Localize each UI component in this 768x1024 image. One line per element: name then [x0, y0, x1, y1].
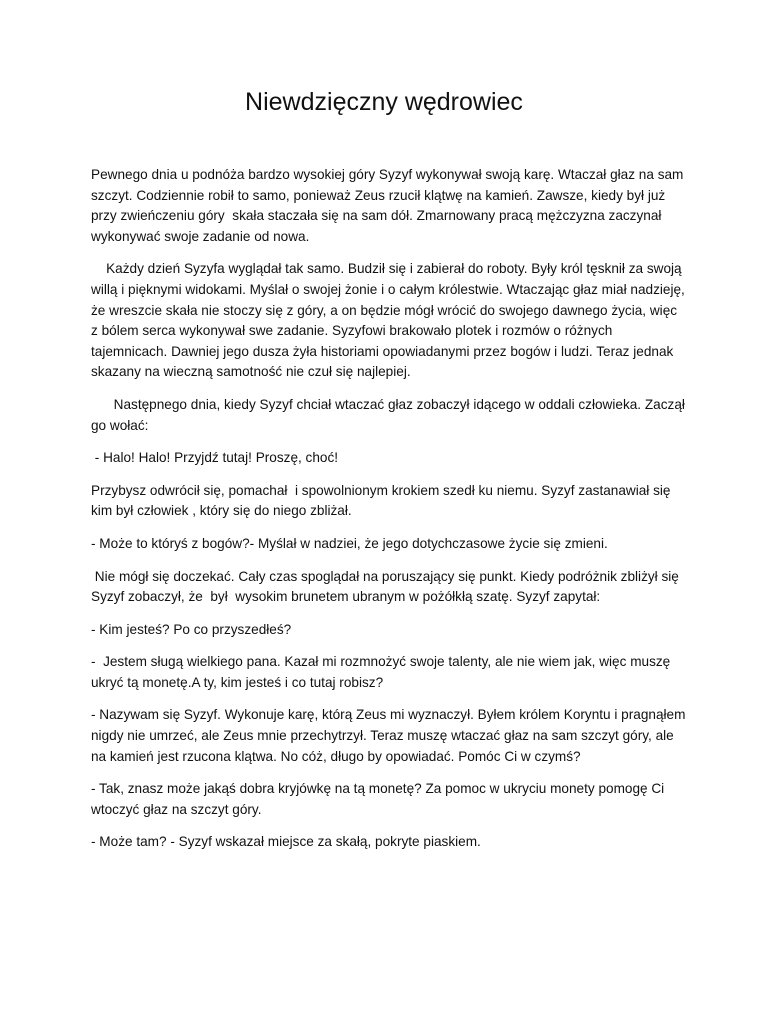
paragraph: - Halo! Halo! Przyjdź tutaj! Proszę, choć! [91, 450, 339, 466]
paragraph: Każdy dzień Syzyfa wyglądał tak samo. Budził się i zabierał do roboty. Były król tęsknił za swoją willą i pięknymi widokami. Myślał o swojej żonie i o całym królestwie. Wtaczając głaz miał nadzieję, że wreszcie skała nie stoczy się z góry, a on będzie mógł wrócić do swojego dawnego życia, więc z bólem serca wykonywał swe zadanie. Syzyfowi brakowało plotek i rozmów o różnych tajemnicach. Dawniej jego dusza żyła historiami opowiadanymi przez bogów i ludzi. Teraz jednak skazany na wieczną samotność nie czuł się najlepiej. [91, 261, 689, 380]
paragraph: - Może tam? - Syzyf wskazał miejsce za skałą, pokryte piaskiem. [91, 834, 481, 850]
paragraph: - Tak, znasz może jakąś dobra kryjówkę na tą monetę? Za pomoc w ukryciu monety pomogę Ci wtoczyć głaz na szczyt góry. [91, 781, 668, 817]
paragraph: Przybysz odwrócił się, pomachał i spowolnionym krokiem szedł ku niemu. Syzyf zastanawiał się kim był człowiek , który się do niego zbliżał. [91, 482, 675, 519]
paragraph: - Kim jesteś? Po co przyszedłeś? [91, 621, 292, 637]
paragraph: - Nazywam się Syzyf. Wykonuje karę, którą Zeus mi wyznaczył. Byłem królem Koryntu i pragnąłem nigdy nie umrzeć, ale Zeus mnie przechytrzył. Teraz muszę wtaczać głaz na sam szczyt góry, ale na kamień jest rzucona klątwa. No cóż, długo by opowiadać. Pomóc Ci w czymś? [91, 707, 690, 764]
document-title: Niewdzięczny wędrowiec [245, 88, 523, 116]
paragraph: Pewnego dnia u podnóża bardzo wysokiej góry Syzyf wykonywał swoją karę. Wtaczał głaz na sam szczyt. Codziennie robił to samo, ponieważ Zeus rzucił klątwę na kamień. Zawsze, kiedy był już przy zwieńczeniu góry skała staczała się na sam dół. Zmarnowany pracą mężczyzna zaczynał wykonywać swoje zadanie od nowa. [91, 167, 688, 244]
document-body [91, 165, 690, 865]
paragraph: - Jestem sługą wielkiego pana. Kazał mi rozmnożyć swoje talenty, ale nie wiem jak, więc muszę ukryć tą monetę.A ty, kim jesteś i co tutaj robisz? [91, 654, 675, 690]
paragraph: Nie mógł się doczekać. Cały czas spoglądał na poruszający się punkt. Kiedy podróżnik zbliżył się Syzyf zobaczył, że był wysokim brunetem ubranym w pożółkłą szatę. Syzyf zapytał: [91, 568, 683, 605]
paragraph: Następnego dnia, kiedy Syzyf chciał wtaczać głaz zobaczył idącego w oddali człowieka. Zaczął go wołać: [91, 396, 689, 433]
paragraph: - Może to któryś z bogów?- Myślał w nadziei, że jego dotychczasowe życie się zmieni. [91, 535, 608, 551]
